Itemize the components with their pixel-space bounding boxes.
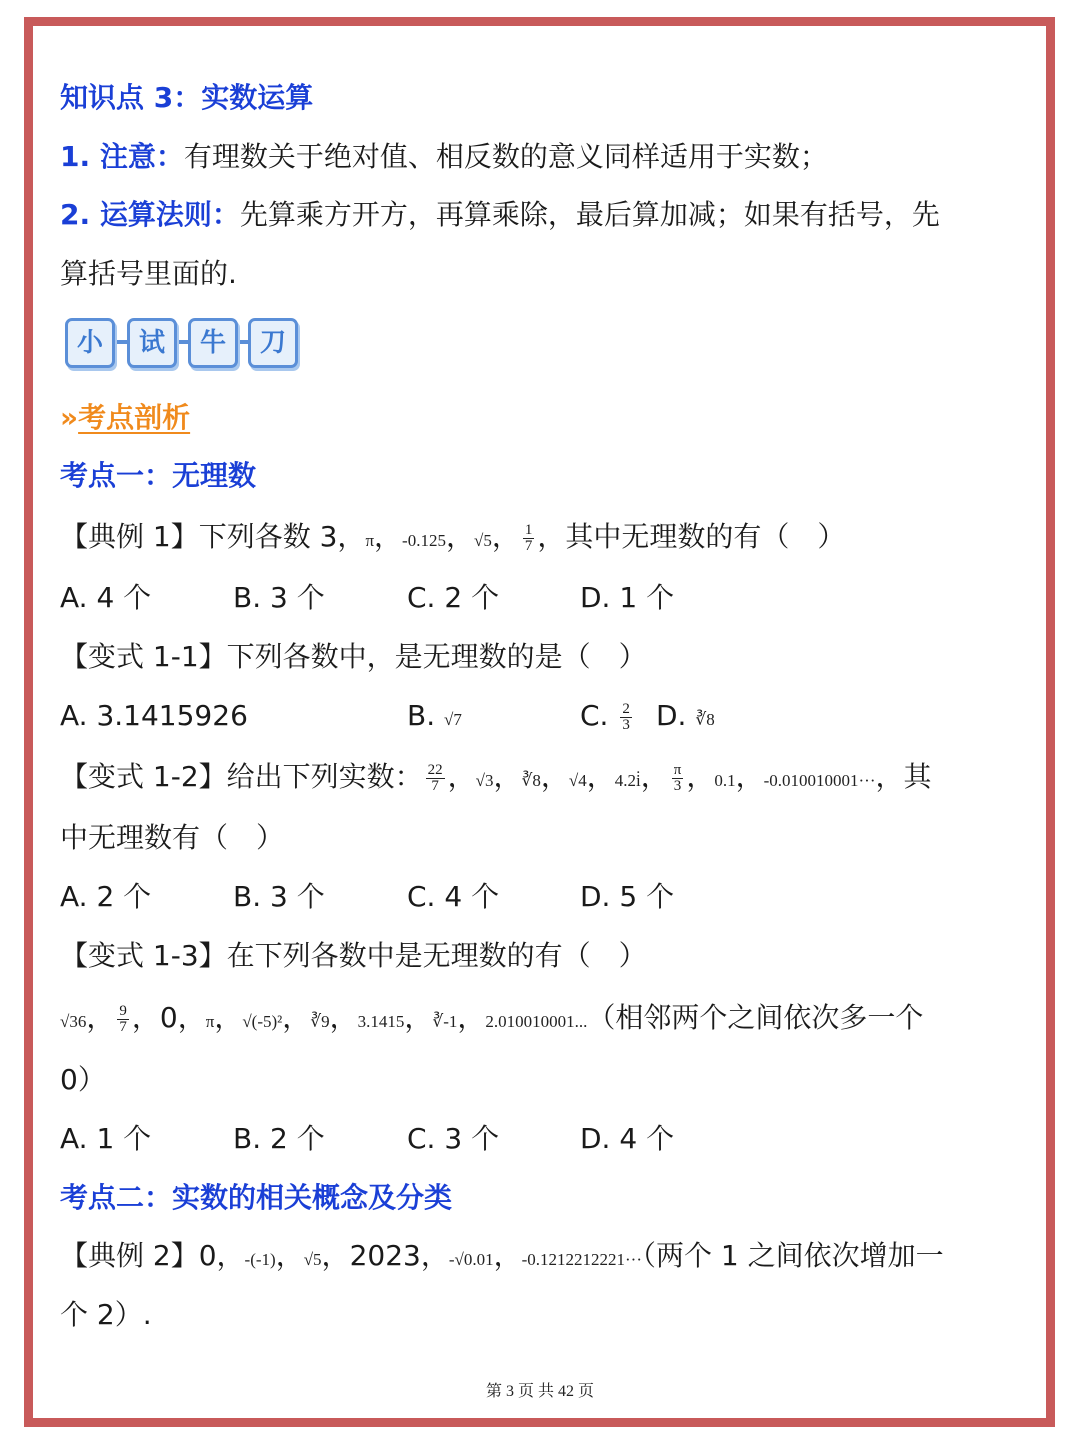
option-d: D. 4 个 [580,1122,675,1155]
note-text: 有理数关于绝对值、相反数的意义同样适用于实数； [183,140,828,173]
topic-one-heading: 考点一：无理数 [60,459,257,492]
option-c: C. 2 个 [407,581,500,614]
section-title [60,400,190,436]
question-prefix: 【典例 2】0， [60,1239,245,1272]
option-b: B. √7 [407,699,462,732]
option-b: B. 2 个 [233,1122,325,1155]
variant-1-3-numbers: √36， $\frac{9}{7}$ ，0，π，√(-5)²，∛9，3.1415，∛-1，2.010010001...（相邻两个之间依次多一个 [60,1001,924,1035]
math-value: √(-5)² [242,1012,283,1031]
badge-dao: 刀 [248,318,298,368]
math-value: ∛8 [521,771,541,790]
note-text: （两个 1 之间依次增加一 [642,1239,944,1272]
variant-1-3-question: 【变式 1-3】在下列各数中是无理数的有（ ） [60,939,647,972]
section-marker-icon: » [60,401,79,434]
variant-1-1-question: 【变式 1-1】下列各数中，是无理数的是（ ） [60,640,647,673]
question-prefix: 【变式 1-2】给出下列实数： [60,760,423,793]
note-line [60,139,828,175]
option-a: A. 3.1415926 [60,699,248,732]
badge-xiao: 小 [65,318,115,368]
math-value: 3.1415 [357,1012,405,1031]
rule-label: 2. 运算法则： [60,198,240,231]
badge-niu: 牛 [188,318,238,368]
variant-1-2-question: 【变式 1-2】给出下列实数： $\frac{22}{7}$ ，√3，∛8，√4，4.2i̇， $\frac{\pi}{3}$ ，0.1，-0.010010001···，其 [60,760,932,794]
question-prefix: 【典例 1】下列各数 3， [60,520,366,553]
math-value: 2.010010001... [485,1012,588,1031]
math-value: √36 [60,1012,87,1031]
option-c: C. 3 个 [407,1122,500,1155]
option-a: A. 4 个 [60,581,152,614]
math-fraction: $\frac{9}{7}$ [119,1002,127,1035]
section-title-text: 考点剖析 [78,401,191,434]
option-c: C. $\frac{2}{3}$ [580,699,630,733]
option-d: D. ∛8 [656,699,715,732]
example-1-question [60,519,845,559]
math-pi: π [365,531,375,550]
math-value: -0.1212212221··· [521,1250,643,1269]
example-2-question-continued: 个 2）. [60,1298,152,1331]
math-value: 0 [159,1001,178,1034]
option-c: C. 4 个 [407,880,500,913]
example-2-question: 【典例 2】0，-(-1)，√5，2023，-√0.01，-0.1212212221···（两个 1 之间依次增加一 [60,1239,944,1272]
comma: ， [445,520,474,553]
note-text: （相邻两个之间依次多一个 [587,1001,924,1034]
variant-1-2-question-continued: 中无理数有（ ） [60,821,285,854]
option-a: A. 2 个 [60,880,152,913]
option-a: A. 1 个 [60,1122,152,1155]
question-tail: ，其 [875,760,932,793]
topic-two-heading: 考点二：实数的相关概念及分类 [60,1181,453,1214]
option-b: B. 3 个 [233,880,325,913]
rule-text: 先算乘方开方，再算乘除，最后算加减；如果有括号，先 [239,198,940,231]
math-value: 0.1 [714,771,736,790]
math-value: 2023 [349,1239,421,1272]
knowledge-point-heading: 知识点 3：实数运算 [60,81,314,114]
option-d: D. 1 个 [580,581,675,614]
question-suffix: ，其中无理数的有（ ） [537,520,846,553]
badge-shi: 试 [127,318,177,368]
math-value: ∛9 [310,1012,330,1031]
math-value: √3 [475,771,494,790]
note-label: 1. 注意： [60,140,184,173]
math-value: -0.010010001··· [763,771,876,790]
comma: ， [491,520,520,553]
math-fraction: $\frac{\pi}{3}$ [673,761,682,794]
math-fraction: $\frac{22}{7}$ [427,761,443,794]
option-d: D. 5 个 [580,880,675,913]
rule-line [60,197,940,233]
math-value: -0.125 [402,531,446,550]
math-value: √5 [473,531,492,550]
comma: ， [374,520,403,553]
math-fraction: $\frac{1}{7}$ [524,521,533,554]
math-value: -√0.01 [448,1250,494,1269]
rule-text-continued: 算括号里面的. [60,257,237,290]
page-footer: 第 3 页 共 42 页 [485,1383,594,1400]
math-value: 4.2i̇ [614,771,641,790]
math-value: ∛-1 [432,1012,458,1031]
variant-1-3-note-continued: 0） [60,1063,106,1096]
math-pi: π [205,1012,215,1031]
math-value: -(-1) [244,1250,276,1269]
math-value: √5 [303,1250,322,1269]
option-b: B. 3 个 [233,581,325,614]
math-value: √4 [568,771,587,790]
